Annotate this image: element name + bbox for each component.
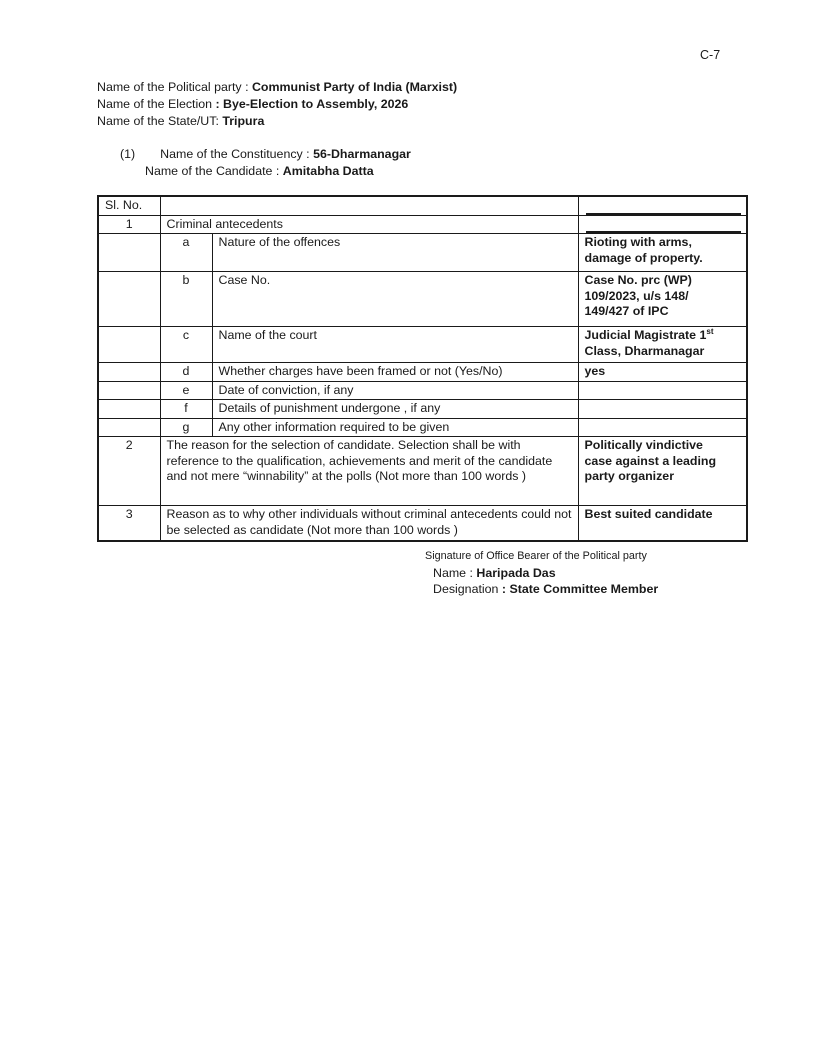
row-c-value: Judicial Magistrate 1st Class, Dharmanagar <box>578 327 747 363</box>
signer-designation-line <box>433 581 658 598</box>
row1-sl: 1 <box>98 215 160 234</box>
party-label: Name of the Political party : <box>97 80 252 94</box>
signature-block <box>425 548 658 598</box>
form-code: C-7 <box>700 48 721 62</box>
row-c-label: Name of the court <box>212 327 578 363</box>
row2-sl: 2 <box>98 437 160 506</box>
row2-value: Politically vindictive case against a leading party organizer <box>578 437 747 506</box>
signer-name-label: Name : <box>433 565 477 580</box>
row3-value: Best suited candidate <box>578 506 747 541</box>
row2-label: The reason for the selection of candidate. Selection shall be with reference to the qualification, achievements and merit of the candidate and not mere “winnability” at the polls (Not more than 100 words ) <box>160 437 578 506</box>
item-number: (1) <box>120 147 136 161</box>
row1-label: Criminal antecedents <box>160 215 578 234</box>
header-value-cell <box>578 196 747 215</box>
party-value: Communist Party of India (Marxist) <box>251 80 458 94</box>
row-g-letter: g <box>160 418 212 437</box>
row-c-spacer <box>98 327 160 363</box>
row-f-spacer <box>98 400 160 419</box>
blank-fill-line <box>586 231 742 233</box>
row-f-letter: f <box>160 400 212 419</box>
row-d-label: Whether charges have been framed or not (Yes/No) <box>212 363 578 382</box>
header-block <box>97 79 457 130</box>
election-line <box>97 96 457 113</box>
row-a-letter: a <box>160 234 212 272</box>
row-b-label: Case No. <box>212 272 578 327</box>
row-g-label: Any other information required to be given <box>212 418 578 437</box>
signer-name-value: Haripada Das <box>476 565 556 580</box>
constituency-line <box>120 146 411 163</box>
row-c-letter: c <box>160 327 212 363</box>
row-e-label: Date of conviction, if any <box>212 381 578 400</box>
table-row-f <box>98 400 747 419</box>
row-e-value <box>578 381 747 400</box>
state-label: Name of the State/UT: <box>97 114 223 128</box>
row-g-value <box>578 418 747 437</box>
row1-value-cell <box>578 215 747 234</box>
candidate-value: Amitabha Datta <box>282 164 374 178</box>
row-b-value: Case No. prc (WP) 109/2023, u/s 148/ 149/427 of IPC <box>578 272 747 327</box>
row3-label: Reason as to why other individuals without criminal antecedents could not be selected as candidate (Not more than 100 words ) <box>160 506 578 541</box>
state-line <box>97 113 457 130</box>
constituency-value: 56-Dharmanagar <box>313 147 411 161</box>
table-row-c <box>98 327 747 363</box>
row-e-letter: e <box>160 381 212 400</box>
constituency-label: Name of the Constituency : <box>160 147 314 161</box>
row-e-spacer <box>98 381 160 400</box>
row3-sl: 3 <box>98 506 160 541</box>
candidate-block <box>120 146 411 180</box>
signer-designation-value: : State Committee Member <box>501 582 659 596</box>
row-d-value: yes <box>578 363 747 382</box>
signature-caption: Signature of Office Bearer of the Political party <box>425 550 647 562</box>
signer-name-line <box>433 565 658 582</box>
antecedents-table <box>97 195 748 542</box>
table-row-d <box>98 363 747 382</box>
row-f-value <box>578 400 747 419</box>
row-d-letter: d <box>160 363 212 382</box>
table-row-g <box>98 418 747 437</box>
state-value: Tripura <box>222 114 265 128</box>
party-line <box>97 79 457 96</box>
signer-designation-label: Designation <box>433 582 502 596</box>
table-row-e <box>98 381 747 400</box>
table-row-1 <box>98 215 747 234</box>
candidate-line <box>145 163 411 180</box>
header-empty-cell <box>160 196 578 215</box>
row-a-spacer <box>98 234 160 272</box>
row-b-letter: b <box>160 272 212 327</box>
election-label: Name of the Election <box>97 97 216 111</box>
row-a-value: Rioting with arms, damage of property. <box>578 234 747 272</box>
table-row-3 <box>98 506 747 541</box>
table-row-b <box>98 272 747 327</box>
row-a-label: Nature of the offences <box>212 234 578 272</box>
row-d-spacer <box>98 363 160 382</box>
row-g-spacer <box>98 418 160 437</box>
table-header-row <box>98 196 747 215</box>
candidate-label: Name of the Candidate : <box>145 164 283 178</box>
sl-no-header: Sl. No. <box>98 196 160 215</box>
row-b-spacer <box>98 272 160 327</box>
row-f-label: Details of punishment undergone , if any <box>212 400 578 419</box>
table-row-a <box>98 234 747 272</box>
table-row-2 <box>98 437 747 506</box>
election-value: : Bye-Election to Assembly, 2026 <box>215 97 409 111</box>
